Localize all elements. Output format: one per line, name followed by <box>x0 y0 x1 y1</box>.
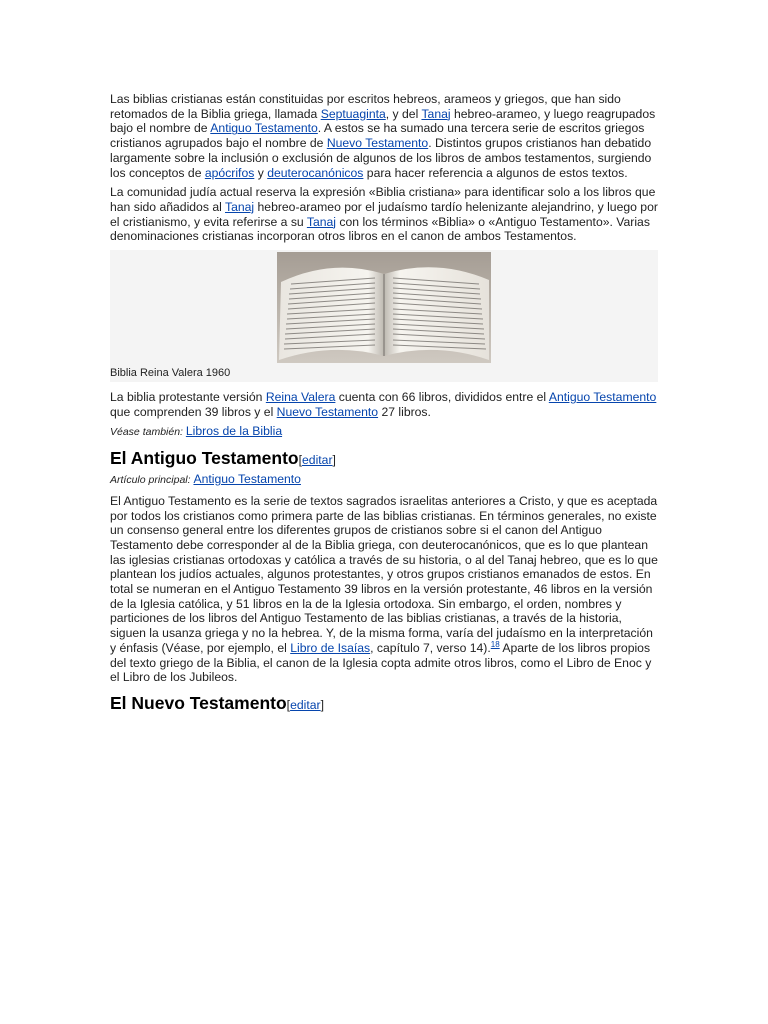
open-bible-photo[interactable] <box>277 252 491 363</box>
paragraph-jewish-community: La comunidad judía actual reserva la expresión «Biblia cristiana» para identificar solo a los libros que han sido añadidos al Tanaj hebreo-arameo por el judaísmo tardío helenizante alejandrino, y luego por el cristianismo, y evita referirse a su Tanaj con los términos «Biblia» o «Antiguo Testamento». Varias denominaciones cristianas incorporan otros libros en el canon de ambos Testamentos. <box>110 185 658 244</box>
edit-link-2[interactable]: editar <box>290 697 321 712</box>
link-nuevo-testamento[interactable]: Nuevo Testamento <box>326 136 429 151</box>
link-apocrifos[interactable]: apócrifos <box>204 165 255 180</box>
open-bible-icon <box>277 252 491 363</box>
link-libros-de-la-biblia[interactable]: Libros de la Biblia <box>185 424 283 439</box>
link-antiguo-testamento-2[interactable]: Antiguo Testamento <box>548 390 657 405</box>
main-article-label: Artículo principal: <box>110 474 194 487</box>
figure-caption: Biblia Reina Valera 1960 <box>110 367 231 380</box>
paragraph-reina-valera: La biblia protestante versión Reina Valera cuenta con 66 libros, divididos entre el Antiguo Testamento que comprenden 39 libros y el Nuevo Testamento 27 libros. <box>110 390 657 419</box>
see-also-note <box>110 424 658 440</box>
paragraph-antiguo-testamento: El Antiguo Testamento es la serie de textos sagrados israelitas anteriores a Cristo, y que es aceptada por todos los cristianos como primera parte de las biblias cristianas. En términos generales, no existe un consenso general entre los diferentes grupos de cristianos sobre si el canon del Antiguo Testamento debe corresponder al de la Biblia griega, con deuterocanónicos, que es lo que plantean las iglesias cristianas ortodoxas y católica a través de su historia, o al del Tanaj hebreo, que es lo que plantean los judíos actuales, algunos protestantes, y otros grupos cristianos emanados de estos. En total se numeran en el Antiguo Testamento 39 libros en la versión protestante, 46 libros en la versión de la Iglesia católica, y 51 libros en la de la Iglesia ortodoxa. Sin embargo, el orden, nombres y particiones de los libros del Antiguo Testamento de las biblias cristianas, a través de la historia, siguen la usanza griega y no la hebrea. Y, de la misma forma, varía del judaísmo en la interpretación y énfasis (Véase, por ejemplo, el Libro de Isaías, capítulo 7, verso 14).$^{18}$ Aparte de los libros propios del texto griego de la Biblia, el canon de la Iglesia copta admite otros libros, como el Libro de Enoc y el Libro de los Jubileos. <box>110 493 658 685</box>
see-also-label: Véase también: <box>110 426 186 439</box>
link-tanaj-3[interactable]: Tanaj <box>306 214 337 229</box>
heading-antiguo-testamento: El Antiguo Testamento[editar] <box>110 448 336 469</box>
link-deuterocanonicos[interactable]: deuterocanónicos <box>267 165 364 180</box>
edit-section-2: [editar] <box>286 697 324 712</box>
link-libro-de-isaias[interactable]: Libro de Isaías <box>290 640 371 655</box>
link-tanaj[interactable]: Tanaj <box>421 106 451 121</box>
link-main-antiguo-testamento[interactable]: Antiguo Testamento <box>193 472 301 487</box>
link-reina-valera[interactable]: Reina Valera <box>265 390 336 405</box>
figure-bible-photo <box>110 250 658 382</box>
reference-18[interactable]: 18 <box>490 639 500 649</box>
link-antiguo-testamento[interactable]: Antiguo Testamento <box>210 121 318 136</box>
paragraph-intro: Las biblias cristianas están constituidas por escritos hebreos, arameos y griegos, que han sido retomados de la Biblia griega, llamada Septuaginta, y del Tanaj hebreo-arameo, y luego reagrupados bajo el nombre de Antiguo Testamento. A estos se ha sumado una tercera serie de escritos griegos cristianos agrupados bajo el nombre de Nuevo Testamento. Distintos grupos cristianos han debatido largamente sobre la inclusión o exclusión de algunos de los libros de ambos testamentos, surgiendo los conceptos de apócrifos y deuterocanónicos para hacer referencia a algunos de estos textos. <box>110 92 656 180</box>
heading-nuevo-testamento: El Nuevo Testamento[editar] <box>110 692 324 713</box>
link-tanaj-2[interactable]: Tanaj <box>224 199 255 214</box>
edit-section-1: [editar] <box>298 453 336 468</box>
edit-link-1[interactable]: editar <box>302 453 333 468</box>
article-content <box>110 92 658 717</box>
link-nuevo-testamento-2[interactable]: Nuevo Testamento <box>276 404 379 419</box>
main-article-note <box>110 472 658 488</box>
link-septuaginta[interactable]: Septuaginta <box>320 106 386 121</box>
